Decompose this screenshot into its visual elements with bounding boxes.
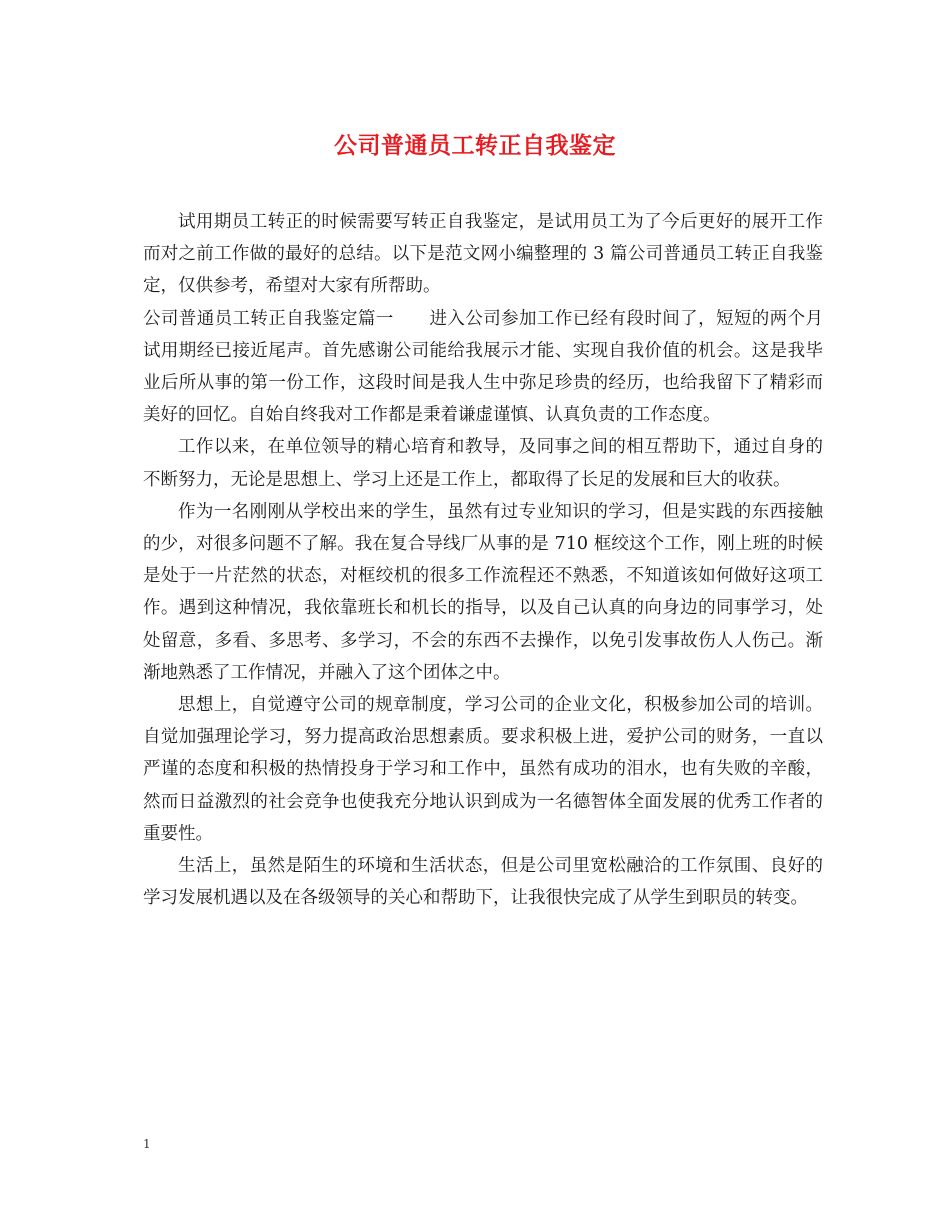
page-number: 1 xyxy=(143,1137,151,1151)
paragraph-thought: 思想上，自觉遵守公司的规章制度，学习公司的企业文化，积极参加公司的培训。自觉加强理论学习，努力提高政治思想素质。要求积极上进，爱护公司的财务，一直以严谨的态度和积极的热情投身于学习和工作中，虽然有成功的泪水，也有失败的辛酸，然而日益激烈的社会竞争也使我充分地认识到成为一名德智体全面发展的优秀工作者的重要性。 xyxy=(143,695,823,844)
paragraph-section-one: 公司普通员工转正自我鉴定篇一 进入公司参加工作已经有段时间了，短短的两个月试用期经已接近尾声。首先感谢公司能给我展示才能、实现自我价值的机会。这是我毕业后所从事的第一份工作，这段时间是我人生中弥足珍贵的经历，也给我留下了精彩而美好的回忆。自始自终我对工作都是秉着谦虚谨慎、认真负责的工作态度。 xyxy=(143,308,823,426)
paragraph-work: 工作以来，在单位领导的精心培育和教导，及同事之间的相互帮助下，通过自身的不断努力，无论是思想上、学习上还是工作上，都取得了长足的发展和巨大的收获。 xyxy=(143,437,823,490)
paragraph-intro: 试用期员工转正的时候需要写转正自我鉴定，是试用员工为了今后更好的展开工作而对之前工作做的最好的总结。以下是范文网小编整理的 3 篇公司普通员工转正自我鉴定，仅供参考，希望对大家有所帮助。 xyxy=(143,212,823,297)
paragraph-life: 生活上，虽然是陌生的环境和生活状态，但是公司里宽松融洽的工作氛围、良好的学习发展机遇以及在各级领导的关心和帮助下，让我很快完成了从学生到职员的转变。 xyxy=(143,856,823,909)
document-body xyxy=(143,206,823,914)
paragraph-learning: 作为一名刚刚从学校出来的学生，虽然有过专业知识的学习，但是实践的东西接触的少，对很多问题不了解。我在复合导线厂从事的是 710 框绞这个工作，刚上班的时候是处于一片茫然的状态，对框绞机的很多工作流程还不熟悉，不知道该如何做好这项工作。遇到这种情况，我依靠班长和机长的指导，以及自己认真的向身边的同事学习，处处留意，多看、多思考、多学习，不会的东西不去操作，以免引发事故伤人人伤己。渐渐地熟悉了工作情况，并融入了这个团体之中。 xyxy=(143,501,823,683)
document-title: 公司普通员工转正自我鉴定 xyxy=(334,132,616,159)
